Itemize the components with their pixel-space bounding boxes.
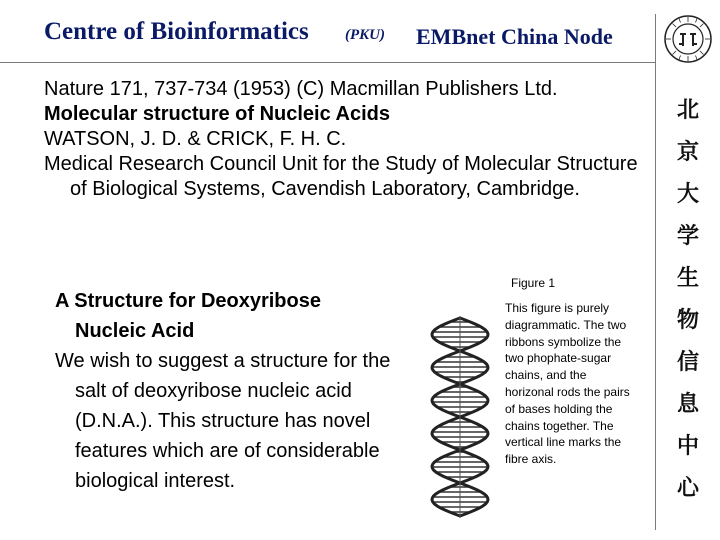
header-divider (0, 62, 655, 63)
vertical-char: 北 (676, 98, 699, 123)
header-title-pku: (PKU) (345, 27, 385, 43)
article-block (55, 286, 395, 496)
pku-seal-icon (663, 14, 713, 64)
header-title-right: EMBnet China Node (416, 24, 613, 49)
article-heading: A Structure for Deoxyribose Nucleic Acid (55, 290, 321, 342)
vertical-char: 心 (676, 476, 699, 501)
citation-block (44, 77, 644, 202)
header-title-left: Centre of Bioinformatics (44, 18, 309, 45)
vertical-char: 生 (676, 266, 699, 291)
vertical-char: 中 (676, 434, 699, 459)
article-body: We wish to suggest a structure for the salt of deoxyribose nucleic acid (D.N.A.). This structure has novel features which are of considerable biological interest. (55, 350, 391, 492)
vertical-char: 物 (676, 308, 699, 333)
citation-source: Nature 171, 737-734 (1953) (C) Macmillan Publishers Ltd. (44, 78, 558, 100)
citation-authors: WATSON, J. D. & CRICK, F. H. C. (44, 128, 347, 150)
sidebar-divider (655, 14, 656, 530)
vertical-char: 京 (676, 140, 699, 165)
dna-helix-diagram (418, 314, 502, 520)
figure-caption-text: This figure is purely diagrammatic. The two ribbons symbolize the two phophate-sugar chains, and the horizonal rods the pairs of bases holding the chains together. The vertical line marks the fibre axis. (505, 301, 630, 467)
vertical-char: 大 (676, 182, 699, 207)
vertical-char: 信 (676, 350, 699, 375)
vertical-char: 息 (676, 392, 699, 417)
citation-affiliation: Medical Research Council Unit for the Study of Molecular Structure of Biological Systems, Cavendish Laboratory, Cambridge. (44, 153, 638, 200)
vertical-char: 学 (676, 224, 699, 249)
figure-label: Figure 1 (511, 276, 556, 290)
figure-caption (505, 300, 635, 468)
slide-header (0, 0, 655, 70)
vertical-chinese-title (663, 90, 713, 510)
citation-title: Molecular structure of Nucleic Acids (44, 103, 391, 125)
